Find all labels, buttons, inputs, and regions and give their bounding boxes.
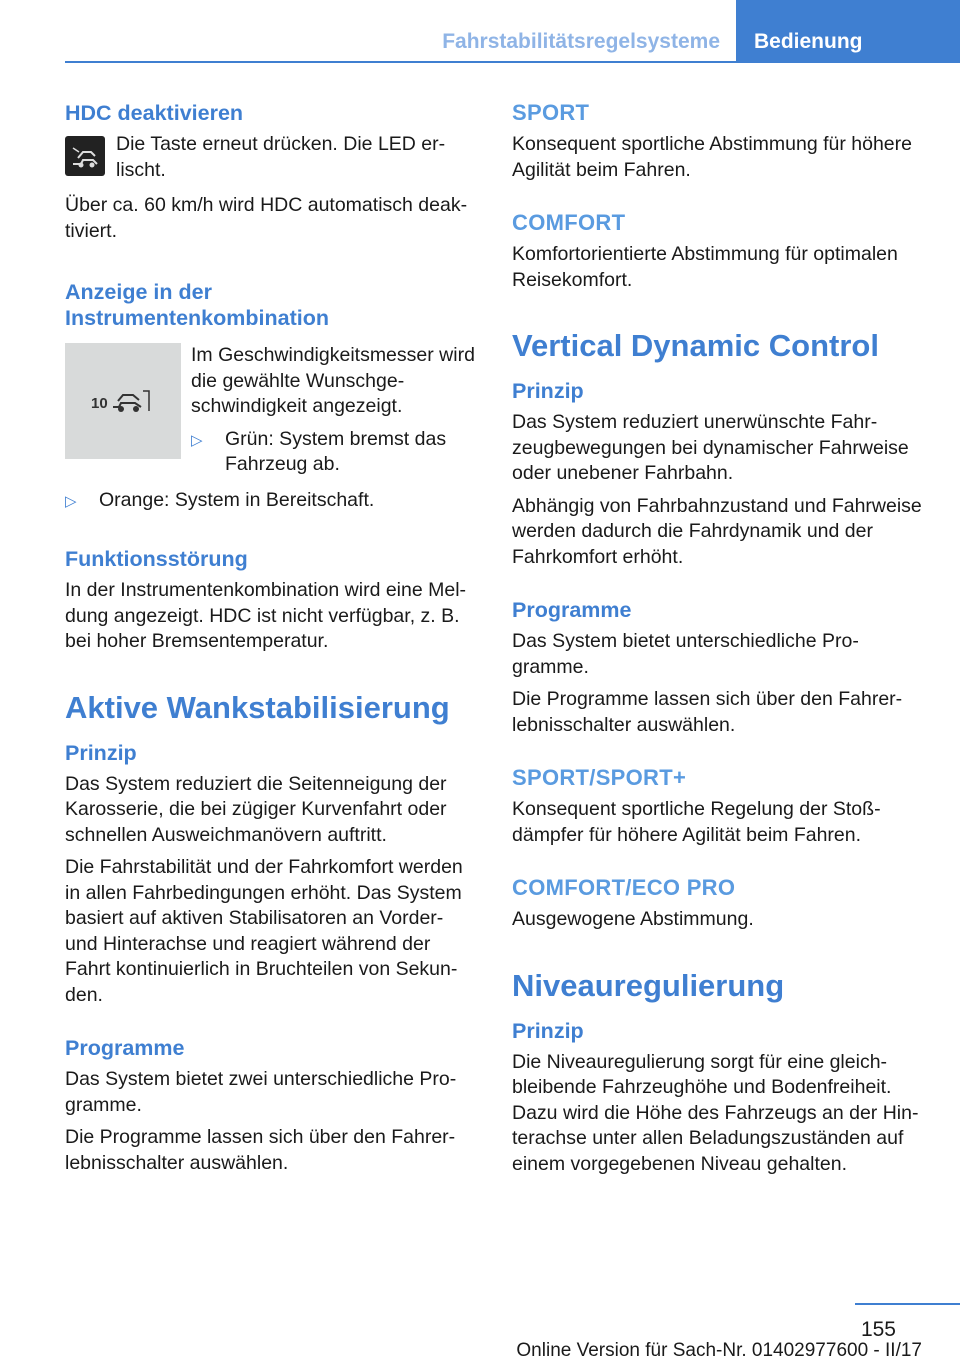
niveau-text: Die Niveauregulierung sorgt für eine gleichbleibende Fahrzeughöhe und Bodenfreiheit. Dazu wird die Höhe des Fahrzeugs an der Hinterachse unter allen Beladungszuständen auf einem vorgegebenen Niveau gehalten. [512, 1050, 919, 1175]
anzeige-heading: Anzeige in der Instrumentenkombination [65, 280, 329, 330]
hdc-deactivate-text: Die Taste erneut drücken. Die LED erlischt. [116, 133, 446, 181]
speedometer-display-image [65, 343, 181, 459]
display-row [65, 343, 479, 484]
anzeige-content [191, 343, 479, 484]
wank-heading: Aktive Wankstabilisierung [65, 689, 450, 725]
display-speed-value: 10 [91, 395, 108, 412]
bullet-triangle-icon: ▷ [65, 492, 77, 510]
vdc-prinzip-p1: Das System reduziert unerwünschte Fahrzeugbewegungen bei dynamischer Fahrweise oder unebener Fahrbahn. [512, 411, 909, 484]
right-column [512, 100, 924, 1184]
wank-prinzip-heading: Prinzip [65, 740, 137, 765]
anzeige-text: Im Geschwindigkeitsmesser wird die gewählte Wunschgeschwindigkeit angezeigt. [191, 344, 475, 417]
footer-note: Online Version für Sach-Nr. 01402977600 - II/17 [516, 1340, 922, 1361]
comfort-text: Komfortorientierte Abstimmung für optimalen Reisekomfort. [512, 243, 898, 291]
hdc-deactivate-heading: HDC deaktivieren [65, 101, 244, 125]
left-column [65, 100, 479, 1183]
footer-rule [855, 1303, 960, 1305]
wank-programme-p2: Die Programme lassen sich über den Fahrerlebnisschalter auswählen. [65, 1126, 456, 1174]
stoerung-text: In der Instrumentenkombination wird eine Meldung angezeigt. HDC ist nicht verfügbar, z. B. bei hoher Bremsentemperatur. [65, 579, 467, 652]
wank-prinzip-p2: Die Fahrstabilität und der Fahrkomfort werden in allen Fahrbedingungen erhöht. Das System basiert auf aktiven Stabilisatoren an Vorder- und Hinterachse und reagiert während der Fahrt kontinuierlich in Bruchteilen von Sekunden. [65, 856, 463, 1006]
bullet-green-text: Grün: System bremst das Fahrzeug ab. [225, 427, 447, 475]
wank-prinzip-p1: Das System reduziert die Seitenneigung der Karosserie, die bei zügiger Kurvenfahrt oder schnellen Ausweichmanövern auftritt. [65, 772, 447, 846]
wank-programme-p1: Das System bietet zwei unterschiedliche Programme. [65, 1068, 457, 1116]
page-header [0, 0, 960, 62]
vdc-programme-p2: Die Programme lassen sich über den Fahrerlebnisschalter auswählen. [512, 688, 903, 736]
header-chapter-tab: Bedienung [736, 0, 960, 63]
vdc-heading: Vertical Dynamic Control [512, 328, 879, 363]
hdc-button-row [65, 132, 479, 183]
bullet-triangle-icon: ▷ [191, 431, 203, 449]
comfort-heading: COMFORT [512, 210, 626, 235]
niveau-prinzip-heading: Prinzip [512, 1018, 584, 1043]
bullet-green [191, 427, 479, 478]
page-number: 155 [860, 1318, 896, 1341]
vdc-prinzip-p2: Abhängig von Fahrbahnzustand und Fahrweise werden dadurch die Fahrdynamik und der Fahrkomfort erhöht. [512, 494, 922, 568]
bullet-orange [65, 488, 479, 515]
sport-heading: SPORT [512, 100, 590, 125]
sport-text: Konsequent sportliche Abstimmung für höhere Agilität beim Fahren. [512, 133, 912, 181]
header-rule [65, 61, 960, 63]
hdc-auto-text: Über ca. 60 km/h wird HDC automatisch deaktiviert. [65, 194, 468, 242]
vdc-programme-heading: Programme [512, 598, 632, 622]
wank-programme-heading: Programme [65, 1036, 185, 1060]
niveau-heading: Niveauregulierung [512, 967, 785, 1003]
vdc-prinzip-heading: Prinzip [512, 379, 584, 403]
bullet-orange-text: Orange: System in Bereitschaft. [99, 488, 375, 511]
stoerung-heading: Funktionsstörung [65, 547, 248, 571]
vdc-programme-p1: Das System bietet unterschiedliche Programme. [512, 630, 859, 678]
header-section-title: Fahrstabilitätsregelsysteme [442, 30, 720, 53]
hdc-button-icon [65, 136, 105, 176]
comforteco-heading: COMFORT/ECO PRO [512, 875, 736, 900]
comforteco-text: Ausgewogene Abstimmung. [512, 908, 754, 930]
sportplus-text: Konsequent sportliche Regelung der Stoßdämpfer für höhere Agilität beim Fahren. [512, 798, 881, 846]
sportplus-heading: SPORT/SPORT+ [512, 765, 687, 790]
